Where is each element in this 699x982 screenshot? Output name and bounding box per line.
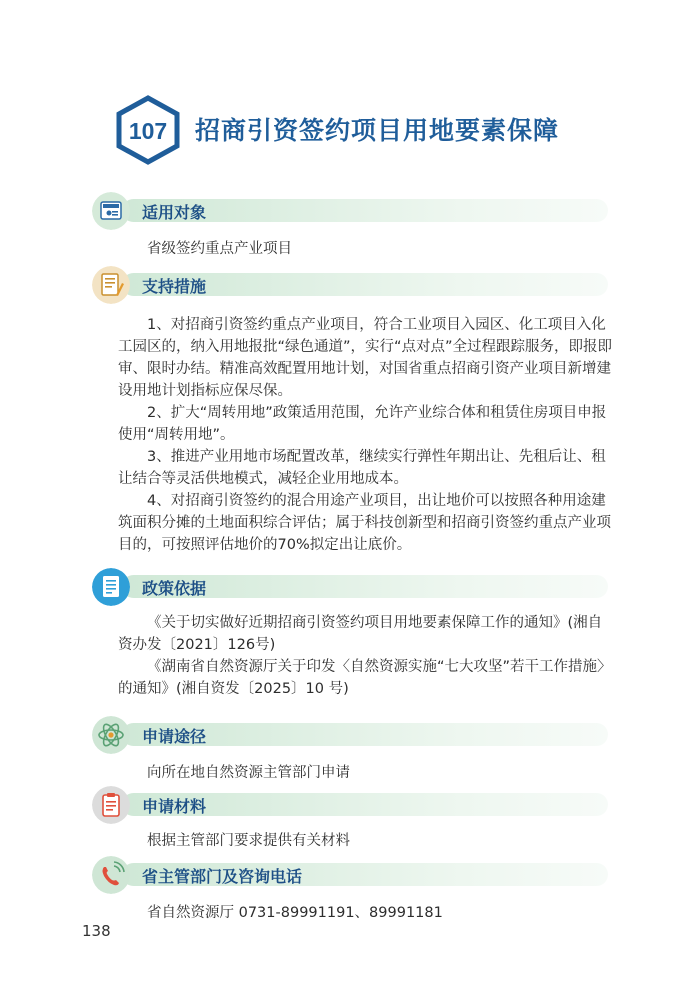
phone-icon — [92, 856, 130, 894]
item-number: 107 — [128, 118, 168, 144]
section-header-measures — [92, 266, 608, 304]
measure-paragraph-3: 3、推进产业用地市场配置改革，继续实行弹性年期出让、先租后让、租让结合等灵活供地模式，减轻企业用地成本。 — [118, 449, 606, 487]
page-title: 招商引资签约项目用地要素保障 — [195, 116, 560, 145]
document-icon — [92, 568, 130, 606]
page-number: 138 — [82, 922, 111, 940]
measure-paragraph-4: 4、对招商引资签约的混合用途产业项目，出让地价可以按照各种用途建筑面积分摊的土地面积综合评估；属于科技创新型和招商引资签约重点产业项目的，可按照评估地价的70%拟定出让底价。 — [118, 493, 611, 553]
measure-paragraph-1: 1、对招商引资签约重点产业项目，符合工业项目入园区、化工项目入化工园区的，纳入用地报批“绿色通道”，实行“点对点”全过程跟踪服务，即报即审、限时办结。精准高效配置用地计划，对国省重点招商引资产业项目新增建设用地计划指标应保尽保。 — [118, 317, 613, 399]
section-title-policy: 政策依据 — [142, 579, 207, 598]
policy-basis-2: 《湖南省自然资源厅关于印发〈自然资源实施“七大攻坚”若干工作措施〉的通知》(湘自资发〔2025〕10 号) — [118, 659, 612, 697]
section-title-channel: 申请途径 — [142, 727, 207, 746]
section-title-measures: 支持措施 — [142, 277, 207, 296]
id-card-icon — [92, 192, 130, 230]
measure-paragraph-2: 2、扩大“周转用地”政策适用范围，允许产业综合体和租赁住房项目申报使用“周转用地”。 — [118, 405, 607, 443]
section-title-contact: 省主管部门及咨询电话 — [142, 867, 303, 886]
document-pen-icon — [92, 266, 130, 304]
atom-icon — [92, 716, 130, 754]
policy-basis-1: 《关于切实做好近期招商引资签约项目用地要素保障工作的通知》(湘自资办发〔2021〕126号) — [118, 615, 603, 653]
clipboard-icon — [92, 786, 130, 824]
materials-text: 根据主管部门要求提供有关材料 — [147, 833, 350, 849]
section-title-materials: 申请材料 — [142, 797, 207, 816]
target-text: 省级签约重点产业项目 — [147, 241, 292, 257]
section-header-channel — [92, 716, 608, 754]
section-header-contact — [92, 856, 608, 894]
section-header-materials — [92, 786, 608, 824]
section-header-target — [92, 192, 608, 230]
number-hexagon-badge — [113, 95, 183, 165]
section-title-target: 适用对象 — [142, 203, 207, 222]
contact-text: 省自然资源厅 0731-89991191、89991181 — [147, 905, 443, 921]
section-header-policy — [92, 568, 608, 606]
channel-text: 向所在地自然资源主管部门申请 — [147, 765, 350, 781]
